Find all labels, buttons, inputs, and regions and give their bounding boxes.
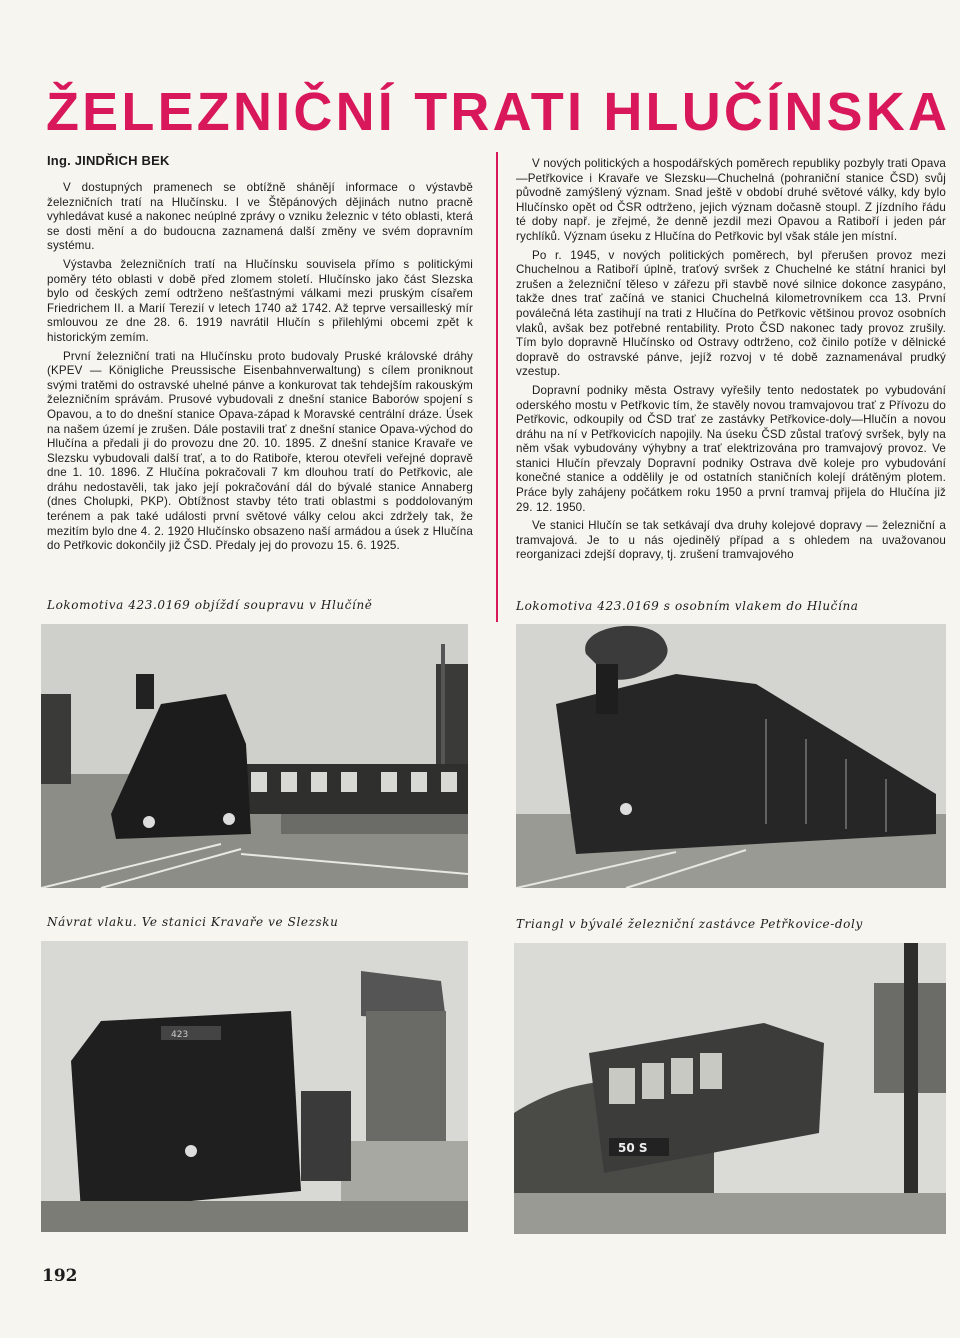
paragraph: Ve stanici Hlučín se tak setkávají dva druhy kolejové dopravy — železniční a tramvajová. Je to u nás ojedinělý případ a s ohledem na uvažovanou reorganizaci zdejší dopravy, tj. zrušení tramvajového (516, 519, 946, 562)
locomotive-photo (41, 941, 468, 1232)
locomotive-photo (41, 624, 468, 888)
left-column-text (47, 181, 473, 558)
author-byline: Ing. JINDŘICH BEK (47, 153, 170, 168)
paragraph: První železniční trati na Hlučínsku proto budovaly Pruské královské dráhy (KPEV — Königliche Preussische Eisenbahnverwaltung) s cílem proniknout svými tratěmi do ostravské uhelné pánve a konkurovat tak tehdejším rakouským železničním správám. Prusové vybudovali z dnešní stanice Baborów spojení s Opavou, a to do dnešní stanice Opava-západ k Moravské centrální dráze. Úsek na našem území je zrušen. Dále postavili trať z dnešní stanice Opava-východ do Hlučína a předali ji do provozu dne 20. 10. 1895. Z dnešní stanice Kravaře ve Slezsku vybudovali další trať, a to do Ratiboře, kterou otevřeli veřejné dopravě dne 1. 10. 1896. Z Hlučína pokračovali 7 km dlouhou tratí do Petřkovic, ale dráhu nedostavěli, tak jako její pokračování dál do bývalé stanice Annaberg (dnes Cholupki, PKP). Obtížnost stavby této trati oblastmi s poddolovaným terénem a pak také události první světové války celou akci zdržely tak, že mezitím bylo dne 4. 2. 1920 Hlučínsko obsazeno naší armádou a úsek z Hlučína do Petřkovic dokončily již ČSD. Předaly jej do provozu 15. 6. 1925. (47, 349, 473, 553)
right-column-text (516, 157, 946, 567)
article-title: ŽELEZNIČNÍ TRATI HLUČÍNSKA (46, 82, 951, 142)
tram-number-label: 50 S (618, 1141, 648, 1155)
paragraph: V nových politických a hospodářských poměrech republiky pozbyly trati Opava—Petřkovice i Kravaře ve Slezsku—Chuchelná (pohraniční stanice ČSD) svůj původně zamýšlený význam. Snad ještě v období druhé světové války, kdy bylo Hlučínsko opět od ČSR odtrženo, jejich význam dočasně stoupl. Z jízdního řádu té doby např. je zřejmé, že denně jezdil mezi Opavou a Ratiboří i jeden pár rychlíků. Význam úseku z Hlučína do Petřkovic byl však stále jen místní. (516, 157, 946, 243)
photo-caption: Návrat vlaku. Ve stanici Kravaře ve Slezsku (47, 915, 339, 929)
paragraph: Dopravní podniky města Ostravy vyřešily tento nedostatek po vybudování oderského mostu v Petřkovic tím, že stavěly novou tramvajovou trať z Přívozu do Petřkovic, odkoupily od ČSD trať ze zastávky Petřkovice-doly—Hlučín a novou dráhu na ní v Petřkovicích napojily. Na úseku ČSD zůstal traťový svršek, byly na něm však vybudovány výhybny a trať elektrizována pro tramvajový provoz. Ve stanici Hlučín převzaly Dopravní podniky Ostrava dvě koleje pro vybudování konečné stanice a oddělily je od ostatních staničních kolejí drátěným plotem. Práce byly zahájeny počátkem roku 1950 a první tramvaj přijela do Hlučína již 29. 12. 1950. (516, 383, 946, 514)
photo-caption: Triangl v bývalé železniční zastávce Petřkovice-doly (516, 917, 863, 931)
paragraph: Po r. 1945, v nových politických poměrech, byl přerušen provoz mezi Chuchelnou a Ratiboří úplně, traťový svršek z Chuchelné ke státní hranici byl zrušen a železniční těleso v zářezu při stavbě nové silnice dokonce zasypáno, takže dnes trať začíná ve stanici Chuchelná kilometrovníkem cca 13. První poválečná léta zastihují na trati z Hlučína do Petřkovic většinou provoz osobních vlaků, avšak bez potřebné rentability. Proto ČSD nakonec tady provoz zrušily. Tím bylo dopravně Hlučínsko od Ostravy odtrženo, což činilo potíže v dělnické dopravě do ostravské pánve, jejíž rozvoj v té době zaznamenával prudký vzestup. (516, 248, 946, 379)
tender-number-label: 423 (171, 1030, 189, 1040)
column-divider (496, 152, 498, 622)
tram-photo (514, 943, 946, 1234)
page-number: 192 (42, 1266, 78, 1286)
paragraph: Výstavba železničních tratí na Hlučínsku souvisela přímo s politickými poměry této oblasti v době před zlomem století. Hlučínsko jako část Slezska bylo od českých zemí odtrženo nešťastnými válkami mezi pruským císařem Friedrichem II. a Marií Terezií v letech 1740 až 1742. Až teprve versailleský mír smlouvou ze dne 28. 6. 1919 navrátil Hlučín s přilehlými obcemi zpět k historickým zemím. (47, 257, 473, 344)
paragraph: V dostupných pramenech se obtížně shánějí informace o výstavbě železničních tratí na Hlučínsku. I ve Štěpánových dějinách nutno pracně vyhledávat kusé a nakonec neúplné zprávy o vzniku železnic v této oblasti, která se dosti mění a do budoucna zaznamená další změny ve svém dopravním systému. (47, 181, 473, 253)
photo-caption: Lokomotiva 423.0169 s osobním vlakem do Hlučína (516, 599, 859, 613)
locomotive-photo (516, 624, 946, 888)
photo-caption: Lokomotiva 423.0169 objíždí soupravu v Hlučíně (47, 598, 373, 612)
